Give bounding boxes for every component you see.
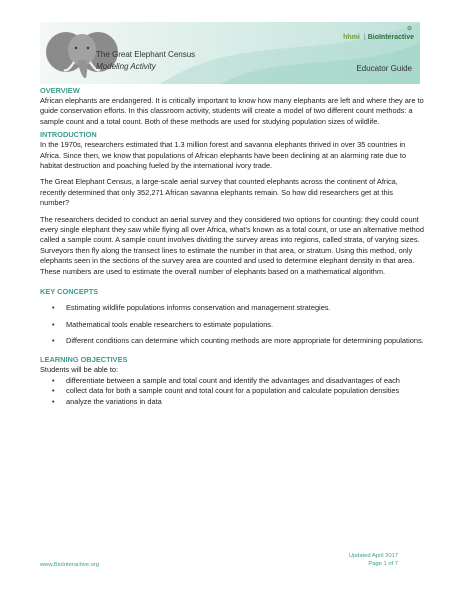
overview-heading: OVERVIEW bbox=[40, 86, 80, 95]
list-item bbox=[40, 320, 424, 330]
biointeractive-logo bbox=[343, 34, 414, 41]
bullet-icon: • bbox=[52, 386, 55, 396]
bullet-icon: • bbox=[52, 375, 55, 385]
list-item-text: Different conditions can determine which counting methods are more appropriate for determining populations. bbox=[66, 335, 424, 345]
list-item-text: differentiate between a sample and total count and identify the advantages and disadvantages of each bbox=[66, 375, 400, 385]
list-item-text: analyze the variations in data bbox=[66, 396, 162, 406]
list-item bbox=[40, 376, 424, 386]
list-item-text: Mathematical tools enable researchers to estimate populations. bbox=[66, 319, 274, 329]
header-banner bbox=[40, 22, 420, 84]
updated-date: Updated April 2017 bbox=[348, 553, 398, 559]
key-concepts-heading: KEY CONCEPTS bbox=[40, 287, 99, 297]
logo-separator: | bbox=[363, 34, 366, 41]
list-item-text: collect data for both a sample count and total count for a population and calculate population densities bbox=[66, 386, 400, 396]
document-title: The Great Elephant Census bbox=[96, 50, 196, 59]
document-subtitle: Modeling Activity bbox=[96, 62, 156, 71]
bullet-icon: • bbox=[52, 303, 55, 313]
introduction-paragraph: The Great Elephant Census, a large-scale aerial survey that counted elephants across the continent of Africa, recently determined that only 352,271 African savanna elephants remain. So how did researchers get at this number? bbox=[40, 177, 398, 208]
bullet-icon: • bbox=[52, 335, 55, 345]
learning-objectives-list bbox=[40, 376, 424, 407]
logo-hhmi: hhmi bbox=[343, 34, 360, 41]
key-concepts-list bbox=[40, 303, 424, 346]
biointeractive-leaf-icon: ✿ bbox=[406, 26, 412, 32]
list-item bbox=[40, 336, 424, 346]
overview-text: African elephants are endangered. It is critically important to know how many elephants are left and where they are to guide conservation efforts. In this classroom activity, students will create a model of two different count methods: a sample count and a total count. Both of these methods are used for studying population sizes of wildlife. bbox=[40, 96, 424, 126]
list-item bbox=[40, 386, 424, 396]
introduction-paragraph: In the 1970s, researchers estimated that 1.3 million forest and savanna elephants thrived in over 35 countries in Africa. Since then, we know that populations of African elephants have been declining at an alarming rate due to habitat destruction and poaching fueled by the international ivory trade. bbox=[40, 140, 407, 171]
bullet-icon: • bbox=[52, 319, 55, 329]
page-number: Page 1 of 7 bbox=[368, 561, 398, 567]
list-item bbox=[40, 397, 424, 407]
introduction-heading: INTRODUCTION bbox=[40, 130, 97, 140]
footer-info bbox=[349, 552, 398, 568]
logo-biointeractive: BioInteractive bbox=[367, 34, 414, 41]
website-link[interactable]: www.BioInteractive.org bbox=[40, 562, 99, 568]
introduction-paragraph: The researchers decided to conduct an aerial survey and they considered two options for counting: they could count every single elephant they saw while flying all over Africa, what’s known as a total count, or use an alternative method called a sample count. A sample count involves dividing the survey areas into regions, called strata, of varying sizes. Surveyors then fly along the transect lines to estimate the number in that area, or stratum. Using this method, only elephants seen in the sections of the survey area are counted and used to determine elephant density in that area. These numbers are used to estimate the overall number of elephants based on a mathematical algorithm. bbox=[40, 214, 424, 276]
document-body bbox=[40, 86, 424, 407]
document-type-label: Educator Guide bbox=[356, 64, 412, 73]
list-item bbox=[40, 303, 424, 313]
learning-objectives-heading: LEARNING OBJECTIVES bbox=[40, 355, 128, 365]
list-item-text: Estimating wildlife populations informs conservation and management strategies. bbox=[66, 303, 331, 313]
learning-objectives-intro: Students will be able to: bbox=[40, 365, 119, 375]
bullet-icon: • bbox=[52, 396, 55, 406]
